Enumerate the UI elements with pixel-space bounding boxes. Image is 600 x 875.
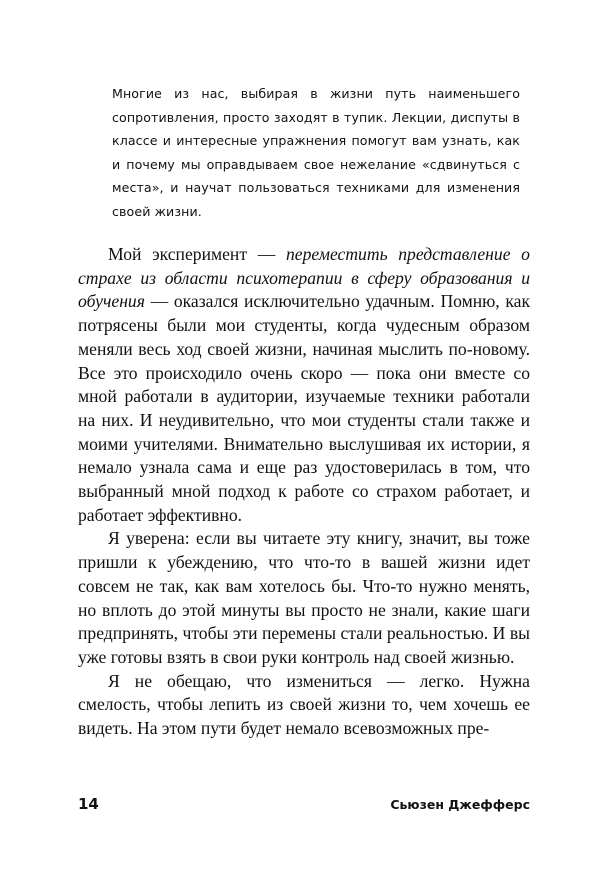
intro-paragraph: Многие из нас, выбирая в жизни путь наименьшего сопротивления, просто заходят в тупик. Лекции, диспуты в классе и интересные упражнения помогут вам узнать, как и почему мы оправдываем свое нежелание «сдвинуться с места», и научат пользоваться техниками для изменения своей жизни.: [112, 86, 520, 219]
page-footer: [78, 795, 530, 813]
body-paragraph-1-italic: переместить представление о страхе из области психотерапии в сферу образования и обучения: [78, 244, 530, 312]
body-paragraph-1-end: — оказался исключительно удачным. Помню, как потрясены были мои студенты, когда чудесным образом меняли весь ход своей жизни, начиная мыслить по-новому. Все это происходило очень скоро — пока они вместе со мной работали в аудитории, изучаемые техники работали на них. И неудивительно, что мои студенты стали также и моими учителями. Внимательно выслушивая их истории, я немало узнала сама и еще раз удостоверилась в том, что выбранный мной подход к работе со страхом работает, и работает эффективно.: [78, 291, 530, 525]
running-author: Сьюзен Джефферс: [390, 797, 530, 812]
body-paragraph-1-start: Мой эксперимент —: [108, 244, 286, 264]
body-paragraph-1: [78, 243, 530, 527]
body-paragraph-3: Я не обещаю, что измениться — легко. Нужна смелость, чтобы лепить из своей жизни то, чем хочешь ее видеть. На этом пути будет немало всевозможных пре-: [78, 670, 530, 739]
page-number: 14: [78, 795, 99, 813]
main-text: [78, 243, 530, 741]
body-paragraph-2: Я уверена: если вы читаете эту книгу, значит, вы тоже пришли к убеждению, что что-то в вашей жизни идет совсем не так, как вам хотелось бы. Что-то нужно менять, но вплоть до этой минуты вы просто не знали, какие шаги предпринять, чтобы эти перемены стали реальностью. И вы уже готовы взять в свои руки контроль над своей жизнью.: [78, 528, 530, 667]
